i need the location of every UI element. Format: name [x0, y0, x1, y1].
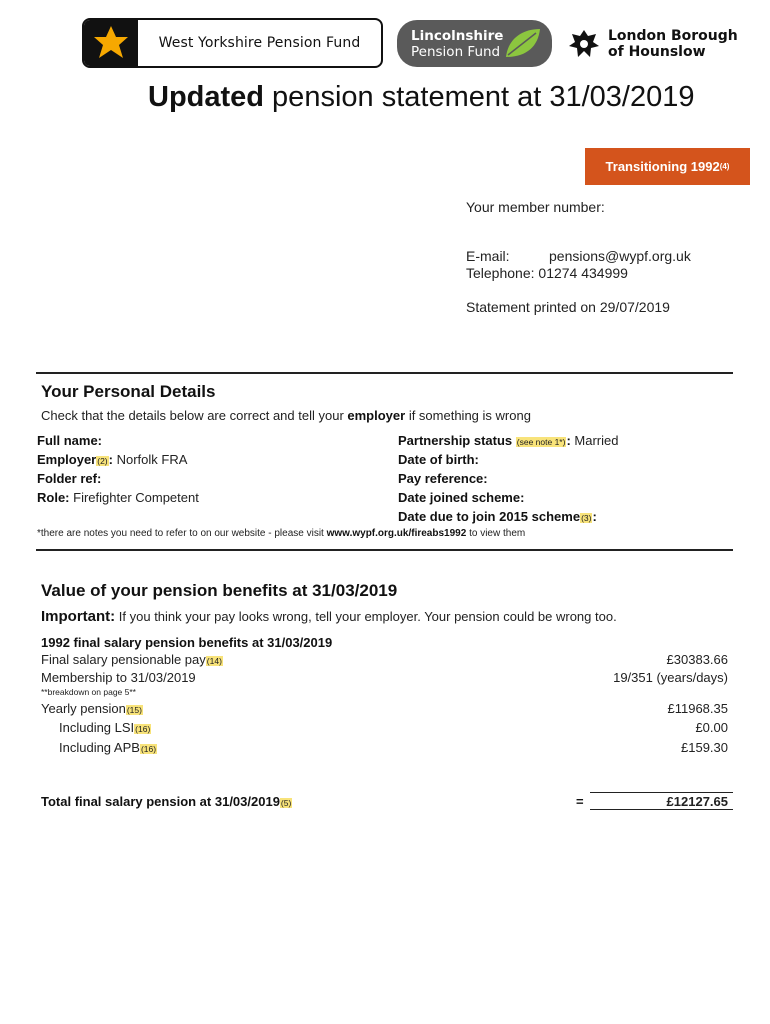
benefits-subheading: 1992 final salary pension benefits at 31/03/2019 — [41, 635, 333, 650]
important-note: Important: If you think your pay looks wrong, tell your employer. Your pension could be wrong too. — [41, 608, 617, 625]
personal-heading: Your Personal Details — [41, 382, 216, 401]
scheme-badge-label: Transitioning 1992 — [605, 159, 720, 174]
total-equals: = — [576, 794, 584, 809]
email-line — [466, 248, 691, 264]
total-rule-top — [590, 792, 733, 793]
lsi-row-label: Including LSI(16) — [59, 720, 151, 735]
date-of-birth: Date of birth: — [398, 452, 479, 467]
total-label: Total final salary pension at 31/03/2019(5) — [41, 794, 292, 809]
yearly-row-label: Yearly pension(15) — [41, 701, 142, 716]
page-title — [148, 81, 694, 114]
crest-icon — [566, 26, 602, 62]
date-joined: Date joined scheme: — [398, 490, 525, 505]
lpf-logo-line2: Pension Fund — [411, 43, 501, 60]
hounslow-logo — [566, 24, 746, 64]
partnership-status: Partnership status (see note 1*): Married — [398, 433, 619, 448]
total-value: £12127.65 — [666, 794, 728, 809]
star-icon — [84, 20, 138, 66]
breakdown-note: **breakdown on page 5** — [41, 687, 136, 697]
employer: Employer(2): Norfolk FRA — [37, 452, 188, 467]
email-label: E-mail: — [466, 248, 510, 264]
email-value[interactable]: pensions@wypf.org.uk — [549, 248, 691, 264]
yearly-row-value: £11968.35 — [667, 701, 728, 716]
wypf-logo-text: West Yorkshire Pension Fund — [158, 35, 361, 51]
personal-intro: Check that the details below are correct and tell your employer if something is wrong — [41, 408, 531, 423]
date-due-2015: Date due to join 2015 scheme(3): — [398, 509, 597, 524]
membership-row-value: 19/351 (years/days) — [613, 670, 728, 685]
apb-row-value: £159.30 — [681, 740, 728, 755]
role: Role: Firefighter Competent — [37, 490, 199, 505]
scheme-badge-note: (4) — [719, 162, 730, 171]
membership-row-label: Membership to 31/03/2019 — [41, 670, 196, 685]
benefits-heading: Value of your pension benefits at 31/03/2019 — [41, 581, 398, 600]
printed-date: Statement printed on 29/07/2019 — [466, 299, 670, 315]
lbh-logo-line2: of Hounslow — [608, 44, 706, 60]
total-rule-bottom — [590, 809, 733, 810]
page-title-rest: pension statement at 31/03/2019 — [264, 81, 695, 113]
folder-ref: Folder ref: — [37, 471, 102, 486]
page-title-bold: Updated — [148, 81, 264, 113]
member-number: Your member number: — [466, 199, 605, 215]
leaf-icon — [502, 25, 544, 66]
lpf-logo-line1: Lincolnshire — [411, 27, 504, 44]
lbh-logo-line1: London Borough — [608, 28, 738, 44]
website-link[interactable]: www.wypf.org.uk/fireabs1992 — [326, 528, 467, 539]
telephone-value: 01274 434999 — [538, 265, 628, 281]
lincolnshire-logo — [397, 20, 552, 67]
scheme-badge — [585, 148, 750, 185]
telephone-line — [466, 265, 628, 281]
divider — [36, 372, 733, 374]
apb-row-label: Including APB(16) — [59, 740, 157, 755]
pay-row-label: Final salary pensionable pay(14) — [41, 652, 222, 667]
telephone-label: Telephone: — [466, 265, 535, 281]
pay-row-value: £30383.66 — [666, 652, 728, 667]
divider — [36, 549, 733, 551]
full-name: Full name: — [37, 433, 103, 448]
lsi-row-value: £0.00 — [695, 720, 728, 735]
wypf-logo — [82, 18, 383, 68]
pay-reference: Pay reference: — [398, 471, 488, 486]
notes-footnote: *there are notes you need to refer to on our website - please visit www.wypf.org.uk/fireabs1992 to view them — [37, 528, 526, 539]
